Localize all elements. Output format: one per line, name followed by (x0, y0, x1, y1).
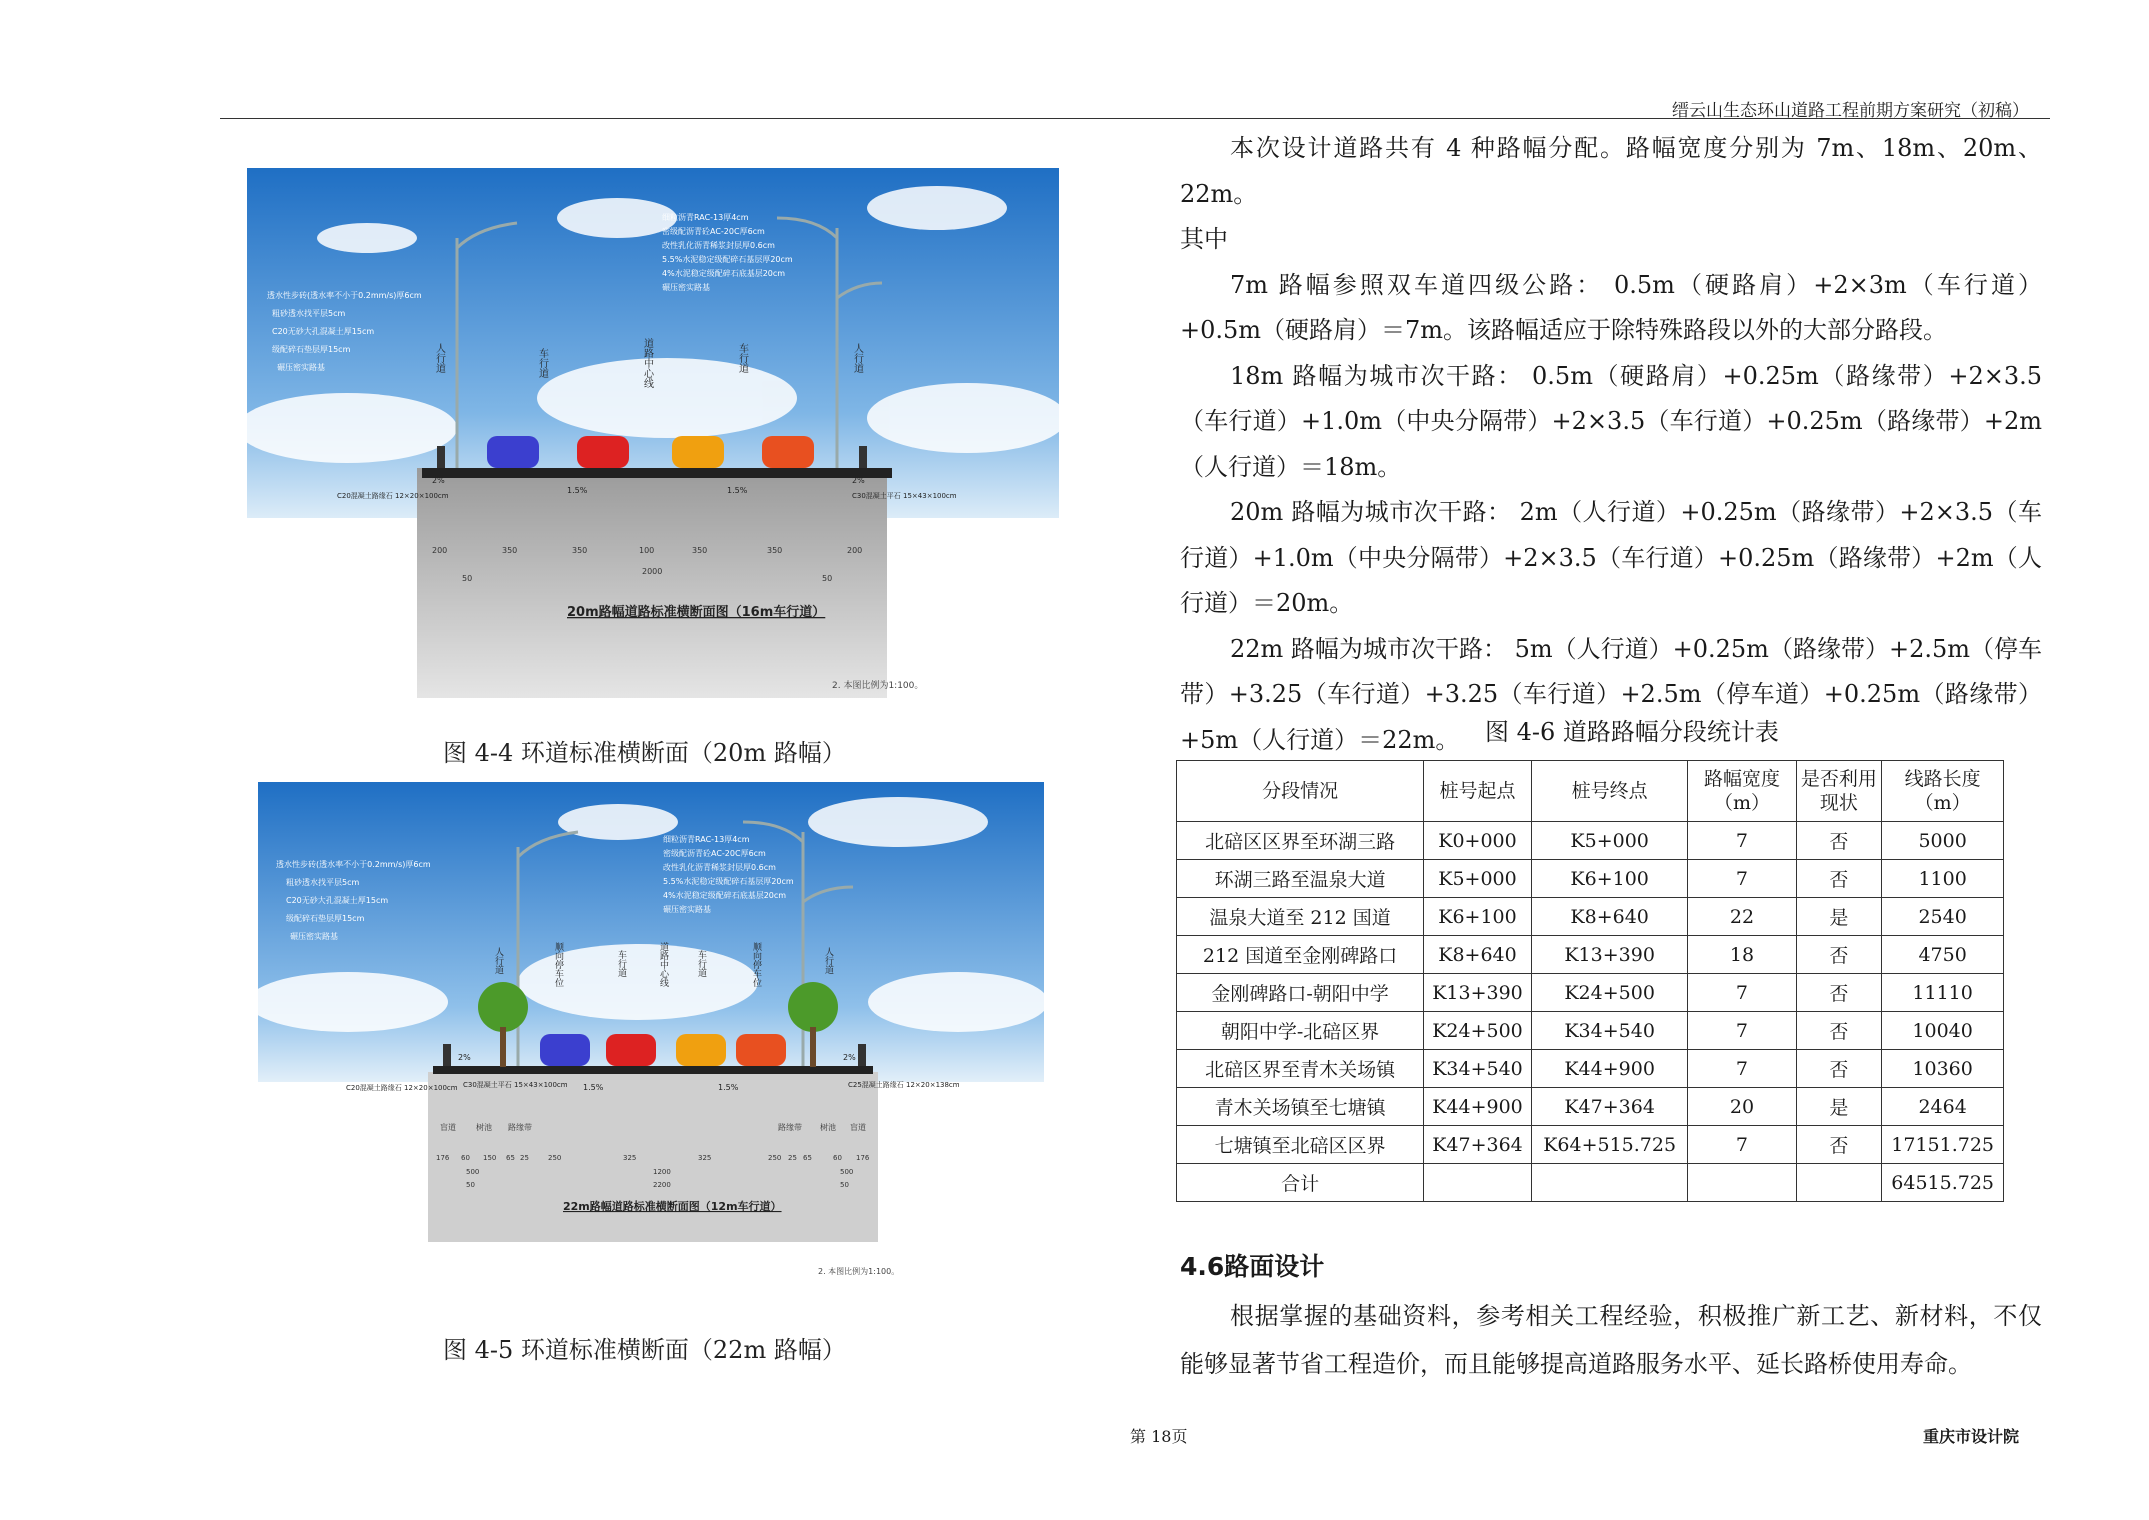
cell-length: 17151.725 (1882, 1126, 2004, 1164)
cell-segment: 青木关场镇至七塘镇 (1177, 1088, 1424, 1126)
cell-length: 2540 (1882, 898, 2004, 936)
lane-label-1: 人行道 (433, 343, 445, 373)
cell-length: 2464 (1882, 1088, 2004, 1126)
dim-top-12: 60 (833, 1154, 842, 1162)
layer-label-right-6: 碾压密实路基 (662, 283, 710, 292)
layer-label-right-2: 密级配沥青砼AC-20C厚6cm (662, 227, 765, 236)
curb-label-left: C20混凝土路缘石 12×20×100cm (337, 492, 449, 500)
cell-segment: 温泉大道至 212 国道 (1177, 898, 1424, 936)
curb-label-left: C20混凝土路缘石 12×20×100cm (346, 1084, 458, 1092)
zone-2: 树池 (476, 1123, 492, 1132)
curb-label-mid: C30混凝土平石 15×43×100cm (463, 1081, 568, 1089)
cell-start (1424, 1164, 1532, 1202)
figure-caption-4-4: 图 4-4 环道标准横断面（20m 路幅） (443, 739, 846, 767)
dim-top-5: 350 (692, 546, 708, 555)
col-header-existing: 是否利用现状 (1796, 761, 1882, 822)
table-total-row (1177, 1164, 2004, 1202)
cell-end: K47+364 (1531, 1088, 1688, 1126)
layer-label-right-1: 细粒沥青RAC-13厚4cm (663, 835, 750, 844)
layer-label-left-4: 级配碎石垫层厚15cm (272, 345, 351, 354)
paragraph-3: 7m 路幅参照双车道四级公路： 0.5m（硬路肩）+2×3m（车行道）+0.5m（硬路肩）＝7m。该路幅适应于除特殊路段以外的大部分路段。 (1180, 270, 2042, 344)
cell-start: K8+640 (1424, 936, 1532, 974)
table-row (1177, 822, 2004, 860)
scale-note-1: 2. 本图比例为1:100。 (832, 681, 924, 691)
dim-top-4: 100 (639, 546, 655, 555)
layer-label-right-6: 碾压密实路基 (663, 905, 711, 914)
cell-end: K8+640 (1531, 898, 1688, 936)
layer-label-right-3: 改性乳化沥青稀浆封层厚0.6cm (662, 241, 775, 250)
cell-width: 20 (1688, 1088, 1796, 1126)
dim-top-7: 325 (623, 1154, 637, 1162)
table-title: 图 4-6 道路路幅分段统计表 (1485, 718, 1779, 746)
col-header-end: 桩号终点 (1531, 761, 1688, 822)
col-header-start: 桩号起点 (1424, 761, 1532, 822)
paragraph-5: 20m 路幅为城市次干路： 2m（人行道）+0.25m（路缘带）+2×3.5（车行道）+1.0m（中央分隔带）+2×3.5（车行道）+0.25m（路缘带）+2m（人行道）＝20m。 (1180, 498, 2042, 617)
dim-top-1: 176 (436, 1154, 450, 1162)
section-heading: 4.6路面设计 (1180, 1252, 1325, 1281)
page-number: 第 18页 (1130, 1427, 1188, 1446)
cell-segment: 北碚区界至青木关场镇 (1177, 1050, 1424, 1088)
cell-start: K5+000 (1424, 860, 1532, 898)
dim-mid-1: 50 (462, 574, 473, 583)
dim-mid-1: 500 (466, 1168, 480, 1176)
dim-top-10: 25 (788, 1154, 797, 1162)
cell-total-length: 64515.725 (1882, 1164, 2004, 1202)
dim-top-8: 325 (698, 1154, 712, 1162)
zone-1: 盲道 (440, 1123, 456, 1132)
table-row (1177, 1126, 2004, 1164)
slope-3: 1.5% (718, 1083, 739, 1092)
dim-top-1: 200 (432, 546, 448, 555)
road-width-description (1180, 126, 2042, 763)
dim-mid-3: 50 (822, 574, 833, 583)
figure-20m-cross-section (247, 168, 1059, 698)
road-surface (433, 1066, 873, 1074)
cell-segment: 朝阳中学-北碚区界 (1177, 1012, 1424, 1050)
cell-existing: 否 (1796, 1012, 1882, 1050)
cell-end: K34+540 (1531, 1012, 1688, 1050)
road-surface (422, 468, 892, 478)
slope-1: 2% (458, 1053, 471, 1062)
zone-4: 路缘带 (778, 1123, 802, 1132)
lane-label-3: 道路中心线 (641, 338, 653, 388)
cell-width: 18 (1688, 936, 1796, 974)
cell-width: 22 (1688, 898, 1796, 936)
drawing-title-2: 22m路幅道路标准横断面图（12m车行道） (563, 1200, 782, 1213)
dim-mid-2: 1200 (653, 1168, 671, 1176)
figure-caption-4-5: 图 4-5 环道标准横断面（22m 路幅） (443, 1336, 846, 1364)
paragraph-2: 其中 (1180, 225, 1228, 253)
subgrade (417, 468, 887, 698)
cell-existing: 否 (1796, 1126, 1882, 1164)
layer-label-right-5: 4%水泥稳定级配碎石底基层20cm (662, 269, 786, 278)
slope-4: 2% (852, 476, 865, 485)
cell-segment: 环湖三路至温泉大道 (1177, 860, 1424, 898)
cell-end: K44+900 (1531, 1050, 1688, 1088)
cell-total-label: 合计 (1177, 1164, 1424, 1202)
layer-label-left-2: 粗砂透水找平层5cm (272, 309, 346, 318)
slope-4: 2% (843, 1053, 856, 1062)
lane-label-1: 人行道 (493, 947, 503, 974)
drawing-title-1: 20m路幅道路标准横断面图（16m车行道） (567, 605, 826, 620)
layer-label-right-5: 4%水泥稳定级配碎石底基层20cm (663, 891, 787, 900)
slope-1: 2% (432, 476, 445, 485)
layer-label-left-1: 透水性步砖(透水率不小于0.2mm/s)厚6cm (267, 291, 422, 300)
section-paragraph: 根据掌握的基础资料，参考相关工程经验，积极推广新工艺、新材料，不仅能够显著节省工程造价，而且能够提高道路服务水平、延长路桥使用寿命。 (1180, 1302, 2042, 1378)
dim-top-2: 350 (502, 546, 518, 555)
layer-label-left-2: 粗砂透水找平层5cm (286, 878, 360, 887)
lane-label-6: 顺向停车位 (751, 942, 761, 987)
cell-start: K34+540 (1424, 1050, 1532, 1088)
dim-top-3: 350 (572, 546, 588, 555)
cell-existing: 否 (1796, 1050, 1882, 1088)
cell-start: K0+000 (1424, 822, 1532, 860)
table-row (1177, 1012, 2004, 1050)
lane-label-4: 车行道 (736, 343, 748, 373)
slope-3: 1.5% (727, 486, 748, 495)
road-segment-table (1176, 760, 2004, 1202)
header-rule (220, 118, 2050, 119)
cell-segment: 七塘镇至北碚区区界 (1177, 1126, 1424, 1164)
dim-top-9: 250 (768, 1154, 782, 1162)
lane-label-2: 车行道 (536, 348, 548, 378)
table-row (1177, 936, 2004, 974)
paragraph-6: 22m 路幅为城市次干路： 5m（人行道）+0.25m（路缘带）+2.5m（停车带）+3.25（车行道）+3.25（车行道）+2.5m（停车道）+0.25m（路缘带）+5m（人行道）＝22m。 (1180, 634, 2042, 754)
layer-label-right-4: 5.5%水泥稳定级配碎石基层厚20cm (663, 877, 794, 886)
table-row (1177, 860, 2004, 898)
layer-label-left-3: C20无砂大孔混凝土厚15cm (272, 327, 375, 336)
dim-top-4: 65 (506, 1154, 515, 1162)
table-row (1177, 1050, 2004, 1088)
cell-end: K13+390 (1531, 936, 1688, 974)
cell-existing: 是 (1796, 1088, 1882, 1126)
lane-label-5: 车行道 (696, 950, 706, 977)
cell-width: 7 (1688, 1126, 1796, 1164)
dim-top-6: 250 (548, 1154, 562, 1162)
layer-label-right-1: 细粒沥青RAC-13厚4cm (662, 213, 749, 222)
cell-existing: 否 (1796, 860, 1882, 898)
col-header-width: 路幅宽度（m） (1688, 761, 1796, 822)
cell-end: K64+515.725 (1531, 1126, 1688, 1164)
cell-width (1688, 1164, 1796, 1202)
pavement-design-text (1180, 1292, 2042, 1388)
layer-label-right-4: 5.5%水泥稳定级配碎石基层厚20cm (662, 255, 793, 264)
cell-start: K47+364 (1424, 1126, 1532, 1164)
dim-top-2: 60 (461, 1154, 470, 1162)
cell-width: 7 (1688, 822, 1796, 860)
zone-3: 路缘带 (508, 1123, 532, 1132)
cell-existing: 否 (1796, 822, 1882, 860)
layer-label-right-2: 密级配沥青砼AC-20C厚6cm (663, 849, 766, 858)
curb-label-right: C30混凝土平石 15×43×100cm (852, 492, 957, 500)
cell-length: 5000 (1882, 822, 2004, 860)
cell-end: K24+500 (1531, 974, 1688, 1012)
col-header-length: 线路长度（m） (1882, 761, 2004, 822)
cell-width: 7 (1688, 1012, 1796, 1050)
dim-top-11: 65 (803, 1154, 812, 1162)
lane-label-3: 车行道 (616, 950, 626, 977)
layer-label-left-5: 碾压密实路基 (290, 932, 338, 941)
cell-length: 4750 (1882, 936, 2004, 974)
cell-length: 11110 (1882, 974, 2004, 1012)
table-row (1177, 974, 2004, 1012)
cell-segment: 北碚区区界至环湖三路 (1177, 822, 1424, 860)
dim-top-7: 200 (847, 546, 863, 555)
table-row (1177, 1088, 2004, 1126)
cell-existing: 否 (1796, 936, 1882, 974)
slope-2: 1.5% (567, 486, 588, 495)
layer-label-right-3: 改性乳化沥青稀浆封层厚0.6cm (663, 863, 776, 872)
dim-bottom-1: 50 (466, 1181, 475, 1189)
layer-label-left-3: C20无砂大孔混凝土厚15cm (286, 896, 389, 905)
layer-label-left-1: 透水性步砖(透水率不小于0.2mm/s)厚6cm (276, 860, 431, 869)
layer-label-left-5: 碾压密实路基 (277, 363, 325, 372)
dim-top-13: 176 (856, 1154, 870, 1162)
cell-existing: 是 (1796, 898, 1882, 936)
cell-end: K5+000 (1531, 822, 1688, 860)
lane-label-5: 人行道 (851, 343, 863, 373)
cell-segment: 金刚碑路口-朝阳中学 (1177, 974, 1424, 1012)
dim-top-3: 150 (483, 1154, 497, 1162)
dim-mid-3: 500 (840, 1168, 854, 1176)
figure-22m-cross-section (258, 782, 1044, 1292)
scale-note-2: 2. 本图比例为1:100。 (818, 1267, 900, 1276)
cell-width: 7 (1688, 974, 1796, 1012)
col-header-segment: 分段情况 (1177, 761, 1424, 822)
table-row (1177, 898, 2004, 936)
dim-top-6: 350 (767, 546, 783, 555)
cell-length: 1100 (1882, 860, 2004, 898)
table-header-row (1177, 761, 2004, 822)
cell-segment: 212 国道至金刚碑路口 (1177, 936, 1424, 974)
slope-2: 1.5% (583, 1083, 604, 1092)
layer-label-left-4: 级配碎石垫层厚15cm (286, 914, 365, 923)
cell-start: K44+900 (1424, 1088, 1532, 1126)
cell-end: K6+100 (1531, 860, 1688, 898)
cell-length: 10040 (1882, 1012, 2004, 1050)
cell-existing: 否 (1796, 974, 1882, 1012)
footer-organization: 重庆市设计院 (1922, 1427, 2019, 1446)
cell-width: 7 (1688, 1050, 1796, 1088)
lane-label-7: 人行道 (823, 947, 833, 974)
cell-start: K24+500 (1424, 1012, 1532, 1050)
zone-6: 盲道 (850, 1123, 866, 1132)
dim-bottom-2: 2200 (653, 1181, 671, 1189)
header-title: 缙云山生态环山道路工程前期方案研究（初稿） (1672, 101, 2029, 121)
curb-label-right: C25混凝土路缘石 12×20×138cm (848, 1081, 960, 1089)
cell-start: K6+100 (1424, 898, 1532, 936)
cell-existing (1796, 1164, 1882, 1202)
cell-start: K13+390 (1424, 974, 1532, 1012)
cell-width: 7 (1688, 860, 1796, 898)
lane-label-2: 顺向停车位 (553, 942, 563, 987)
cell-end (1531, 1164, 1688, 1202)
paragraph-4: 18m 路幅为城市次干路： 0.5m（硬路肩）+0.25m（路缘带）+2×3.5（车行道）+1.0m（中央分隔带）+2×3.5（车行道）+0.25m（路缘带）+2m（人行道）＝18m。 (1180, 361, 2042, 481)
dim-bottom-3: 50 (840, 1181, 849, 1189)
lane-label-4: 道路中心线 (658, 942, 668, 987)
dim-top-5: 25 (520, 1154, 529, 1162)
paragraph-1: 本次设计道路共有 4 种路幅分配。路幅宽度分别为 7m、18m、20m、22m。 (1180, 134, 2042, 208)
dim-mid-2: 2000 (642, 567, 663, 576)
cell-length: 10360 (1882, 1050, 2004, 1088)
zone-5: 树池 (820, 1123, 836, 1132)
